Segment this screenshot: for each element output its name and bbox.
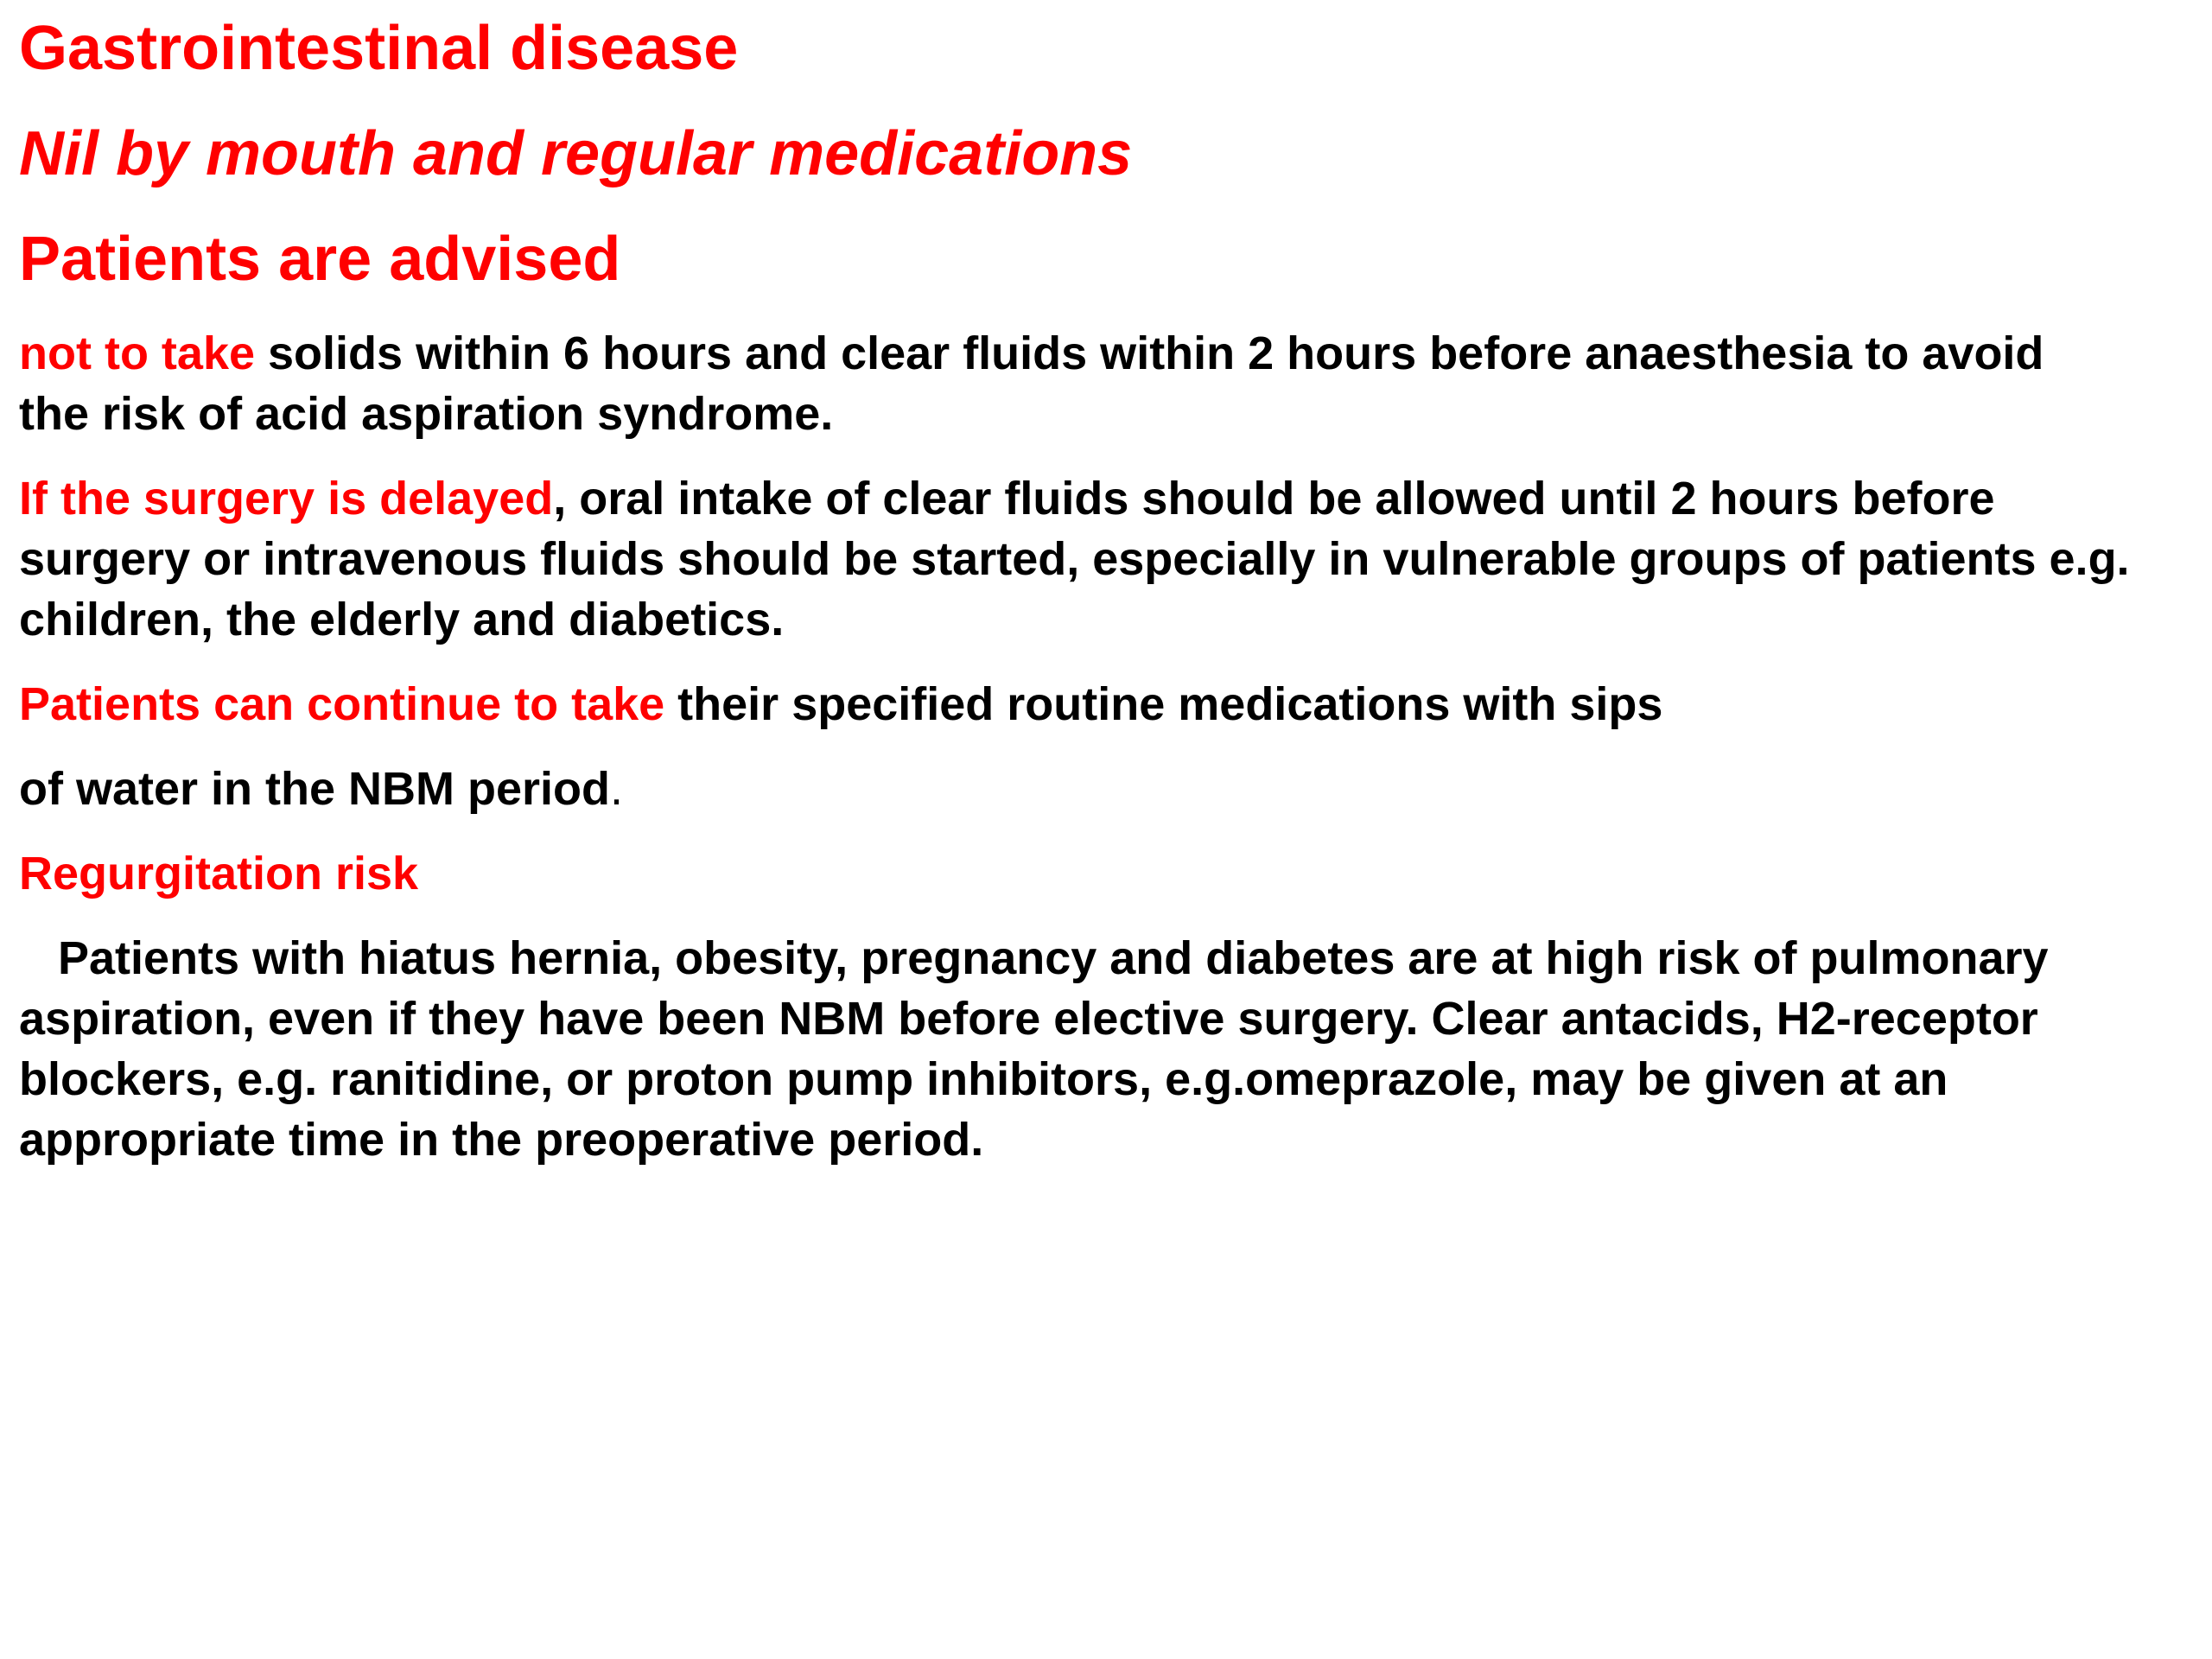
heading-nil-by-mouth: Nil by mouth and regular medications <box>19 119 1133 188</box>
heading-gastrointestinal-disease: Gastrointestinal disease <box>19 14 739 83</box>
paragraph-regurgitation-line2: aspiration, even if they have been NBM before elective surgery. Clear antacids, H2-receptor <box>19 993 2038 1045</box>
paragraph-regurgitation-line1: Patients with hiatus hernia, obesity, pregnancy and diabetes are at high risk of pulmonary <box>19 932 2049 984</box>
heading-patients-advised: Patients are advised <box>19 225 621 294</box>
paragraph-fasting-rule <box>19 323 2196 444</box>
highlight-continue-to-take: Patients can continue to take <box>19 678 665 730</box>
paragraph-fasting-line1-text: solids within 6 hours and clear fluids within 2 hours before anaesthesia to avoid <box>255 327 2044 379</box>
paragraph-surgery-delayed <box>19 468 2196 650</box>
paragraph-nbm-period-mark: . <box>610 763 624 815</box>
paragraph-continue-line1 <box>19 674 2196 734</box>
paragraph-delayed-line1-text: , oral intake of clear fluids should be allowed until 2 hours before <box>553 473 1995 524</box>
paragraph-regurgitation-line4: appropriate time in the preoperative period. <box>19 1114 984 1166</box>
paragraph-nbm-text: of water in the NBM period <box>19 763 611 815</box>
paragraph-regurgitation-heading <box>19 843 2196 904</box>
paragraph-regurgitation-line3: blockers, e.g. ranitidine, or proton pump inhibitors, e.g.omeprazole, may be given at an <box>19 1053 1948 1105</box>
heading-regurgitation-risk: Regurgitation risk <box>19 848 419 899</box>
paragraph-nbm-line <box>19 759 2196 819</box>
paragraph-regurgitation-detail <box>19 928 2196 1170</box>
paragraph-nbm-period <box>19 759 2196 819</box>
highlight-surgery-delayed: If the surgery is delayed <box>19 473 554 524</box>
paragraph-fasting-line1 <box>19 323 2196 384</box>
paragraph-delayed-line2: surgery or intravenous fluids should be started, especially in vulnerable groups of patients e.g. <box>19 533 2130 585</box>
highlight-not-to-take: not to take <box>19 327 256 379</box>
paragraph-fasting-line2: the risk of acid aspiration syndrome. <box>19 388 834 440</box>
paragraph-delayed-line1 <box>19 468 2196 529</box>
paragraph-delayed-line3: children, the elderly and diabetics. <box>19 594 785 645</box>
paragraph-continue-line1-text: their specified routine medications with sips <box>664 678 1663 730</box>
paragraph-continue-medications <box>19 674 2196 734</box>
